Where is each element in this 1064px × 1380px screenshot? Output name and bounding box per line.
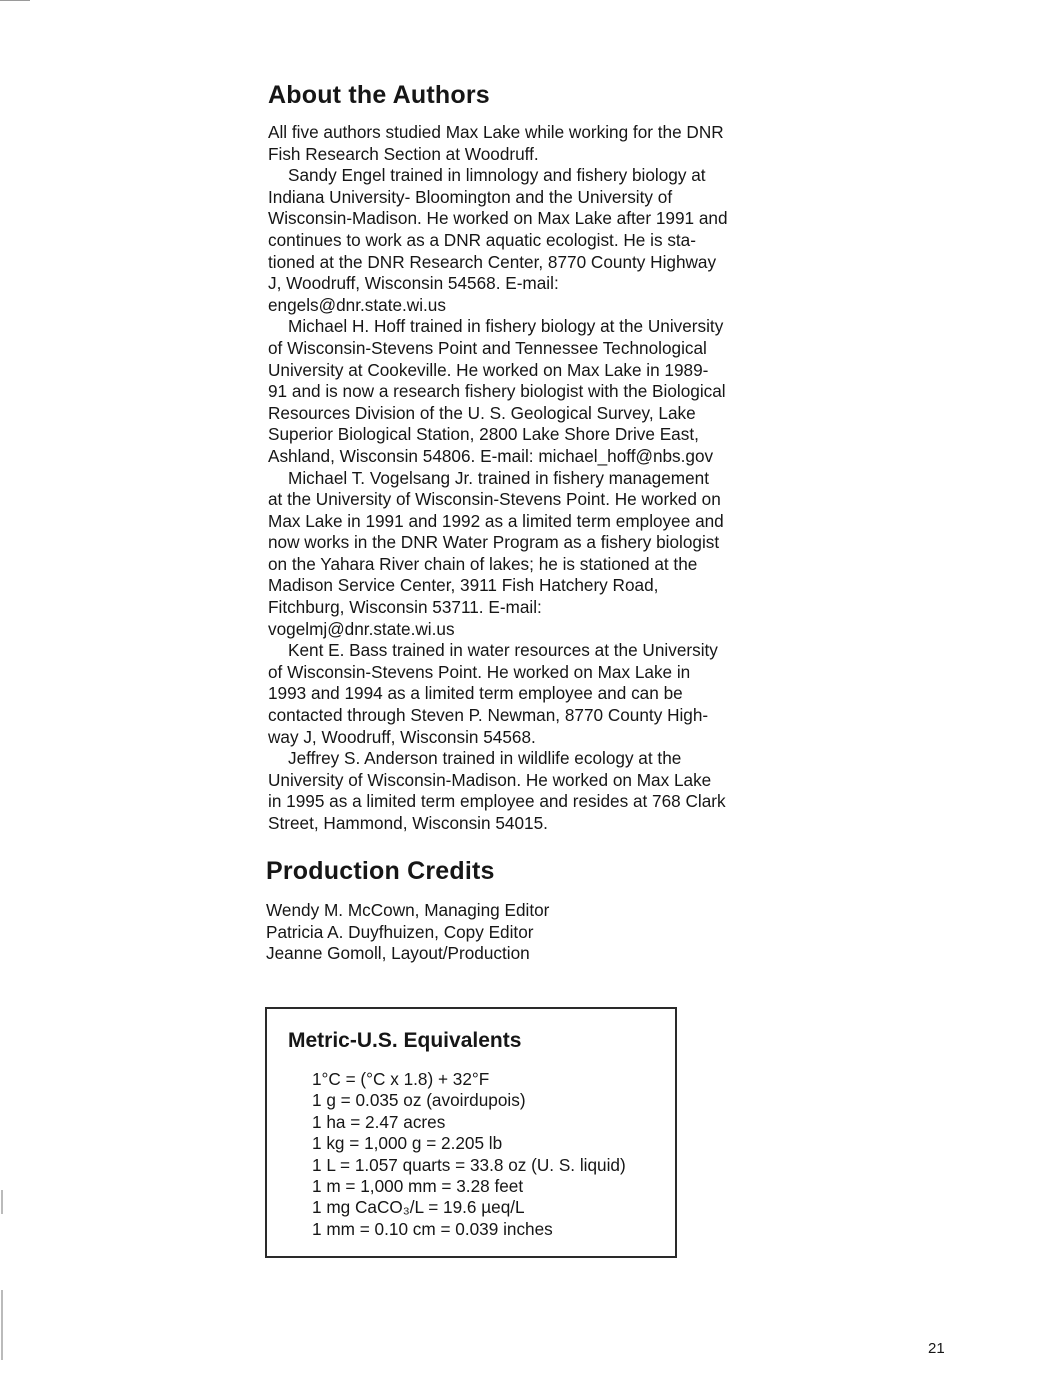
text-line: way J, Woodruff, Wisconsin 54568. bbox=[268, 726, 536, 747]
text-line: now works in the DNR Water Program as a fishery biologist bbox=[268, 532, 720, 553]
text-line: Kent E. Bass trained in water resources at the University bbox=[288, 640, 718, 661]
metric-equivalents-list bbox=[312, 1069, 626, 1240]
scan-corner-mark bbox=[0, 0, 30, 1]
about-authors-heading: About the Authors bbox=[268, 81, 490, 109]
metric-equivalent-item: 1 g = 0.035 oz (avoirdupois) bbox=[312, 1090, 526, 1111]
text-line: in 1995 as a limited term employee and resides at 768 Clark bbox=[268, 791, 726, 812]
metric-equivalent-item: 1 mm = 0.10 cm = 0.039 inches bbox=[312, 1218, 553, 1239]
text-line: Sandy Engel trained in limnology and fishery biology at bbox=[288, 165, 706, 186]
metric-equivalent-item: 1°C = (°C x 1.8) + 32°F bbox=[312, 1069, 490, 1089]
text-line: engels@dnr.state.wi.us bbox=[268, 294, 446, 315]
text-line: contacted through Steven P. Newman, 8770 County High- bbox=[268, 705, 709, 726]
text-line: Street, Hammond, Wisconsin 54015. bbox=[268, 813, 548, 833]
metric-equivalent-item: 1 m = 1,000 mm = 3.28 feet bbox=[312, 1176, 524, 1197]
author-paragraphs bbox=[268, 122, 768, 835]
scan-edge-mark bbox=[1, 1190, 3, 1214]
text-line: J, Woodruff, Wisconsin 54568. E-mail: bbox=[268, 273, 559, 294]
production-credits-section bbox=[266, 856, 766, 965]
author-paragraph bbox=[268, 316, 768, 467]
text-line: University of Wisconsin-Madison. He worked on Max Lake bbox=[268, 769, 712, 790]
text-line: on the Yahara River chain of lakes; he is stationed at the bbox=[268, 553, 698, 574]
text-line: Indiana University- Bloomington and the University of bbox=[268, 186, 673, 207]
metric-equivalents-heading: Metric-U.S. Equivalents bbox=[288, 1029, 522, 1052]
text-line: 91 and is now a research fishery biologist with the Biological bbox=[268, 381, 726, 402]
author-paragraph bbox=[268, 165, 768, 316]
text-line: Jeffrey S. Anderson trained in wildlife ecology at the bbox=[288, 748, 682, 769]
text-line: Resources Division of the U. S. Geological Survey, Lake bbox=[268, 402, 696, 423]
text-line: Madison Service Center, 3911 Fish Hatchery Road, bbox=[268, 575, 659, 596]
author-paragraph bbox=[268, 748, 768, 834]
page-number: 21 bbox=[928, 1340, 945, 1357]
text-line: Michael T. Vogelsang Jr. trained in fishery management bbox=[288, 467, 710, 488]
text-line: continues to work as a DNR aquatic ecologist. He is sta- bbox=[268, 229, 696, 250]
metric-equivalent-item: 1 kg = 1,000 g = 2.205 lb bbox=[312, 1133, 503, 1154]
text-line: Ashland, Wisconsin 54806. E-mail: michael_hoff@nbs.gov bbox=[268, 445, 714, 466]
text-line: of Wisconsin-Stevens Point and Tennessee Technological bbox=[268, 337, 707, 358]
text-line: Fitchburg, Wisconsin 53711. E-mail: bbox=[268, 597, 542, 618]
about-the-authors-section bbox=[268, 80, 768, 835]
metric-equivalent-item: 1 ha = 2.47 acres bbox=[312, 1111, 446, 1132]
text-line: Fish Research Section at Woodruff. bbox=[268, 143, 539, 164]
text-line: vogelmj@dnr.state.wi.us bbox=[268, 618, 455, 639]
text-line: Wisconsin-Madison. He worked on Max Lake after 1991 and bbox=[268, 208, 728, 229]
metric-equivalent-item: 1 L = 1.057 quarts = 33.8 oz (U. S. liquid) bbox=[312, 1154, 626, 1175]
scan-edge-mark bbox=[1, 1290, 3, 1360]
text-line: Superior Biological Station, 2800 Lake Shore Drive East, bbox=[268, 424, 699, 445]
text-line: University at Cookeville. He worked on Max Lake in 1989- bbox=[268, 359, 709, 380]
credit-line: Jeanne Gomoll, Layout/Production bbox=[266, 943, 530, 964]
text-line: Max Lake in 1991 and 1992 as a limited term employee and bbox=[268, 510, 724, 531]
production-credits-heading: Production Credits bbox=[266, 857, 495, 885]
text-line: All five authors studied Max Lake while working for the DNR bbox=[268, 122, 724, 142]
credit-line: Wendy M. McCown, Managing Editor bbox=[266, 900, 550, 920]
metric-equivalent-item: 1 mg CaCO₃/L = 19.6 µeq/L bbox=[312, 1197, 525, 1218]
credit-line: Patricia A. Duyfhuizen, Copy Editor bbox=[266, 921, 534, 942]
author-paragraph bbox=[268, 468, 768, 641]
credits-list bbox=[266, 900, 766, 965]
text-line: Michael H. Hoff trained in fishery biology at the University bbox=[288, 316, 724, 337]
metric-equivalents-box bbox=[265, 1007, 677, 1258]
text-line: tioned at the DNR Research Center, 8770 County Highway bbox=[268, 251, 717, 272]
author-paragraph bbox=[268, 640, 768, 748]
text-line: at the University of Wisconsin-Stevens Point. He worked on bbox=[268, 489, 721, 510]
text-line: of Wisconsin-Stevens Point. He worked on Max Lake in bbox=[268, 661, 691, 682]
author-paragraph bbox=[268, 122, 768, 165]
text-line: 1993 and 1994 as a limited term employee and can be bbox=[268, 683, 683, 704]
